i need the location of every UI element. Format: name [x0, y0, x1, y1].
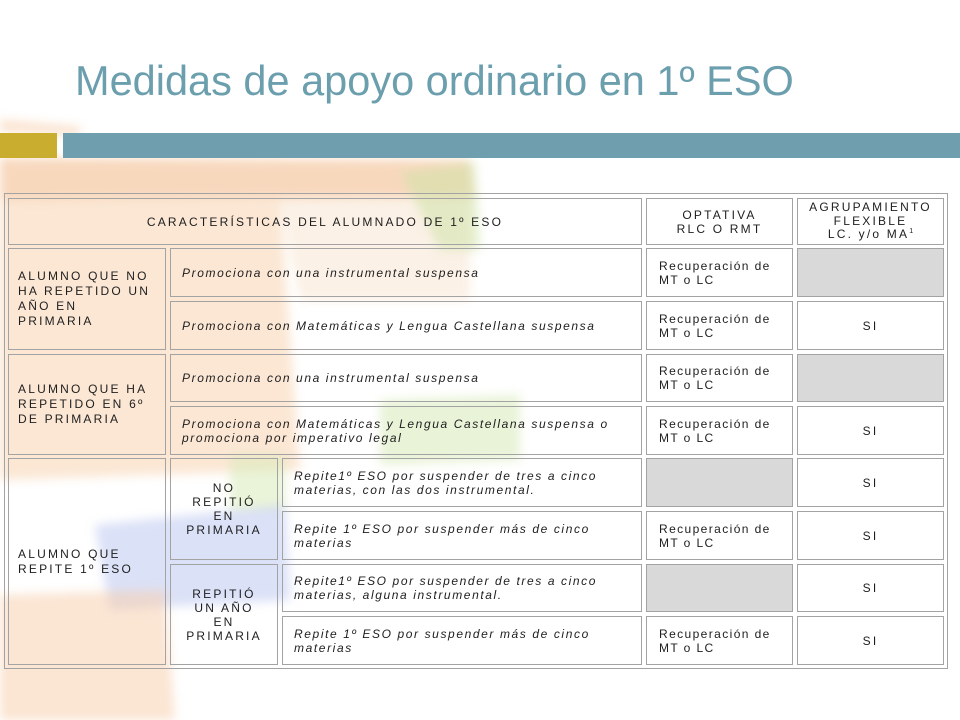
group-label-line: DE PRIMARIA	[18, 412, 121, 426]
situation-text: materias, alguna instrumental.	[294, 588, 503, 602]
header-optativa-line-1: OPTATIVA	[682, 207, 757, 222]
situation-text: Promociona con Matemáticas y Lengua Castellana suspensa	[182, 318, 596, 333]
subgroup-label-line: EN	[213, 509, 235, 523]
agrupamiento-cell	[797, 616, 944, 665]
optativa-text: Recuperación de	[659, 311, 771, 326]
header-characteristics	[8, 198, 642, 245]
title-accent-gold-block	[0, 133, 57, 158]
optativa-text: Recuperación de	[659, 626, 771, 641]
header-agrupamiento-line-1: AGRUPAMIENTO	[809, 200, 932, 215]
situation-text: Repite1º ESO por suspender de tres a cinco	[294, 574, 598, 588]
situation-cell	[170, 301, 642, 350]
situation-text: Promociona con una instrumental suspensa	[182, 265, 480, 280]
optativa-text: MT o LC	[659, 325, 715, 340]
agrupamiento-value: SI	[862, 581, 879, 595]
optativa-text: MT o LC	[659, 378, 715, 392]
optativa-cell	[646, 406, 793, 455]
slide-title: Medidas de apoyo ordinario en 1º ESO	[75, 57, 794, 104]
agrupamiento-cell-empty	[797, 354, 944, 402]
optativa-text: MT o LC	[659, 535, 715, 550]
optativa-text: Recuperación de	[659, 521, 771, 536]
group-label-line: PRIMARIA	[18, 314, 94, 328]
situation-text: Promociona con Matemáticas y Lengua Castellana suspensa o	[182, 416, 609, 431]
group-label-line: REPITE 1º ESO	[18, 561, 134, 576]
group-label-repeats-1-eso	[8, 458, 166, 665]
group-label-repeated-6	[8, 354, 166, 455]
group-label-line: ALUMNO QUE NO	[18, 269, 149, 283]
agrupamiento-value: SI	[862, 633, 879, 648]
situation-cell	[170, 354, 642, 402]
subgroup-label-line: EN	[213, 614, 235, 629]
subgroup-label-line: UN AÑO	[194, 600, 254, 615]
situation-cell	[282, 458, 642, 507]
footnote-marker: 1	[909, 228, 914, 236]
subgroup-label-repeated-primary	[170, 564, 278, 665]
situation-text: materias, con las dos instrumental.	[294, 482, 536, 497]
optativa-text: MT o LC	[659, 430, 715, 445]
situation-text: Promociona con una instrumental suspensa	[182, 371, 480, 385]
agrupamiento-cell	[797, 511, 944, 560]
optativa-text: MT o LC	[659, 640, 715, 655]
optativa-cell	[646, 511, 793, 560]
situation-text: materias	[294, 535, 353, 550]
group-label-line: AÑO EN	[18, 299, 78, 313]
situation-cell	[170, 248, 642, 297]
situation-text: Repite 1º ESO por suspender más de cinco	[294, 521, 590, 536]
subgroup-label-not-repeated-primary	[170, 458, 278, 560]
optativa-cell-empty	[646, 564, 793, 612]
subgroup-label-line: REPITIÓ	[192, 586, 256, 601]
agrupamiento-cell	[797, 406, 944, 455]
header-characteristics-label: CARACTERÍSTICAS DEL ALUMNADO DE 1º ESO	[146, 214, 504, 229]
header-agrupamiento	[797, 198, 944, 245]
header-optativa-line-2: RLC O RMT	[676, 221, 763, 236]
header-agrupamiento-line-3-text: LC. y/o MA	[827, 227, 910, 242]
agrupamiento-cell	[797, 458, 944, 507]
agrupamiento-value: SI	[862, 423, 879, 438]
agrupamiento-value: SI	[862, 475, 879, 490]
subgroup-label-line: NO	[212, 481, 236, 495]
situation-text: materias	[294, 640, 353, 655]
header-optativa	[646, 198, 793, 245]
header-agrupamiento-line-2: FLEXIBLE	[833, 213, 908, 228]
optativa-cell	[646, 354, 793, 402]
optativa-cell	[646, 616, 793, 665]
situation-cell	[170, 406, 642, 455]
situation-text: promociona por imperativo legal	[182, 430, 403, 445]
header-agrupamiento-line-3	[828, 228, 913, 242]
optativa-cell	[646, 248, 793, 297]
agrupamiento-cell	[797, 301, 944, 350]
optativa-text: Recuperación de	[659, 258, 771, 273]
agrupamiento-value: SI	[862, 528, 879, 543]
group-label-line: HA REPETIDO UN	[18, 284, 151, 298]
subgroup-label-line: REPITIÓ	[192, 495, 256, 509]
group-label-not-repeated	[8, 248, 166, 350]
title-accent-teal-bar	[63, 133, 960, 158]
group-label-line: ALUMNO QUE	[18, 546, 121, 561]
situation-cell	[282, 616, 642, 665]
situation-cell	[282, 564, 642, 612]
optativa-cell	[646, 301, 793, 350]
group-label-line: REPETIDO EN 6º	[18, 397, 145, 411]
situation-text: Repite1º ESO por suspender de tres a cinco	[294, 468, 598, 483]
agrupamiento-value: SI	[862, 318, 879, 333]
subgroup-label-line: PRIMARIA	[186, 523, 262, 537]
group-label-line: ALUMNO QUE HA	[18, 382, 148, 396]
optativa-text: MT o LC	[659, 272, 715, 287]
situation-cell	[282, 511, 642, 560]
situation-text: Repite 1º ESO por suspender más de cinco	[294, 626, 590, 641]
optativa-text: Recuperación de	[659, 364, 771, 378]
optativa-text: Recuperación de	[659, 416, 771, 431]
optativa-cell-empty	[646, 458, 793, 507]
agrupamiento-cell-empty	[797, 248, 944, 297]
subgroup-label-line: PRIMARIA	[186, 628, 262, 643]
agrupamiento-cell	[797, 564, 944, 612]
